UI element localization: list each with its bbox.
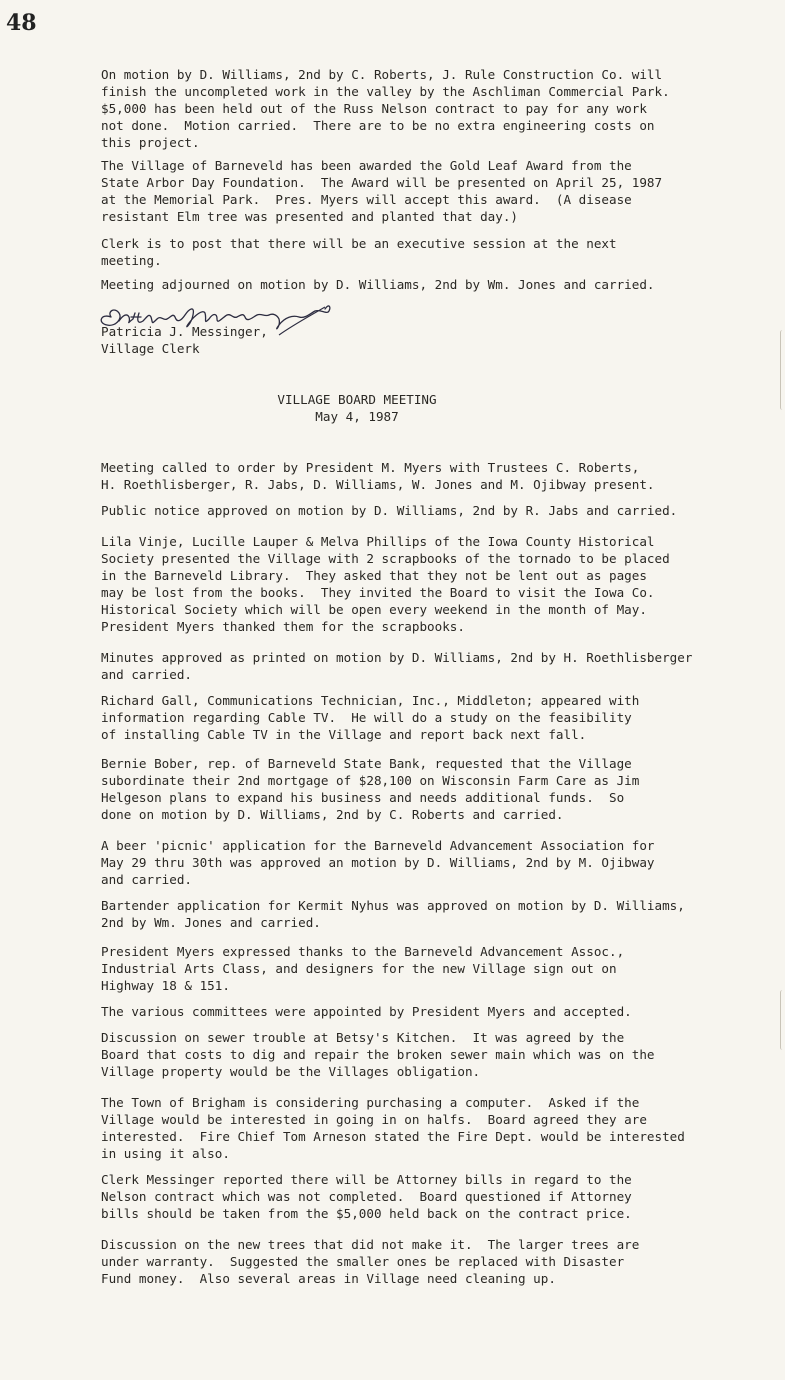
minutes-paragraph: A beer 'picnic' application for the Barneveld Advancement Association for May 29 thru 30th was approved an motion by D. Williams, 2nd by M. Ojibway and carried. (101, 838, 655, 887)
page-edge-mark (780, 990, 785, 1050)
page-number: 48 (6, 10, 37, 36)
minutes-paragraph: Public notice approved on motion by D. Williams, 2nd by R. Jabs and carried. (101, 503, 678, 518)
minutes-paragraph: Minutes approved as printed on motion by D. Williams, 2nd by H. Roethlisberger and carried. (101, 650, 693, 682)
motion-paragraph: On motion by D. Williams, 2nd by C. Roberts, J. Rule Construction Co. will finish the uncompleted work in the valley by the Aschliman Commercial Park. $5,000 has been held out of the Russ Nelson contract to pay for any work not done. Motion carried. There are to be no extra engineering costs on this project. (101, 67, 670, 150)
award-paragraph: The Village of Barneveld has been awarded the Gold Leaf Award from the State Arbor Day Foundation. The Award will be presented on April 25, 1987 at the Memorial Park. Pres. Myers will accept this award. (A disease resistant Elm tree was presented and planted that day.) (101, 158, 663, 224)
page-edge-mark (780, 330, 785, 410)
adjourned-paragraph: Meeting adjourned on motion by D. Williams, 2nd by Wm. Jones and carried. (101, 277, 655, 292)
executive-session-paragraph: Clerk is to post that there will be an executive session at the next meeting. (101, 236, 617, 268)
minutes-paragraph: Discussion on sewer trouble at Betsy's Kitchen. It was agreed by the Board that costs to dig and repair the broken sewer main which was on the Village property would be the Villages obligation. (101, 1030, 655, 1079)
minutes-paragraph: Lila Vinje, Lucille Lauper & Melva Phillips of the Iowa County Historical Society presented the Village with 2 scrapbooks of the tornado to be placed in the Barneveld Library. They asked that they not be lent out as pages may be lost from the books. They invited the Board to visit the Iowa Co. Historical Society which will be open every weekend in the month of May. President Myers thanked them for the scrapbooks. (101, 534, 670, 634)
meeting-date: May 4, 1987 (315, 409, 399, 424)
document-body (101, 66, 761, 1287)
meeting-title: VILLAGE BOARD MEETING (277, 392, 437, 407)
handwritten-signature (93, 295, 353, 337)
signature-block (101, 295, 761, 357)
minutes-paragraph: Richard Gall, Communications Technician, Inc., Middleton; appeared with information regarding Cable TV. He will do a study on the feasibility of installing Cable TV in the Village and report back next fall. (101, 693, 640, 742)
minutes-paragraph: President Myers expressed thanks to the Barneveld Advancement Assoc., Industrial Arts Class, and designers for the new Village sign out on Highway 18 & 151. (101, 944, 625, 993)
minutes-paragraph: Meeting called to order by President M. Myers with Trustees C. Roberts, H. Roethlisberger, R. Jabs, D. Williams, W. Jones and M. Ojibway present. (101, 460, 655, 492)
minutes-paragraph: The various committees were appointed by President Myers and accepted. (101, 1004, 632, 1019)
clerk-title: Village Clerk (101, 341, 200, 356)
minutes-paragraph: The Town of Brigham is considering purchasing a computer. Asked if the Village would be interested in going in on halfs. Board agreed they are interested. Fire Chief Tom Arneson stated the Fire Dept. would be interested in using it also. (101, 1095, 685, 1161)
minutes-paragraph: Bernie Bober, rep. of Barneveld State Bank, requested that the Village subordinate their 2nd mortgage of $28,100 on Wisconsin Farm Care as Jim Helgeson plans to expand his business and needs additional funds. So done on motion by D. Williams, 2nd by C. Roberts and carried. (101, 756, 640, 822)
minutes-paragraph: Bartender application for Kermit Nyhus was approved on motion by D. Williams, 2nd by Wm. Jones and carried. (101, 898, 685, 930)
minutes-paragraph: Clerk Messinger reported there will be Attorney bills in regard to the Nelson contract which was not completed. Board questioned if Attorney bills should be taken from the $5,000 held back on the contract price. (101, 1172, 632, 1221)
clerk-name: Patricia J. Messinger, (101, 324, 268, 339)
minutes-paragraph: Discussion on the new trees that did not make it. The larger trees are under warranty. Suggested the smaller ones be replaced with Disaster Fund money. Also several areas in Village need cleaning up. (101, 1237, 640, 1286)
